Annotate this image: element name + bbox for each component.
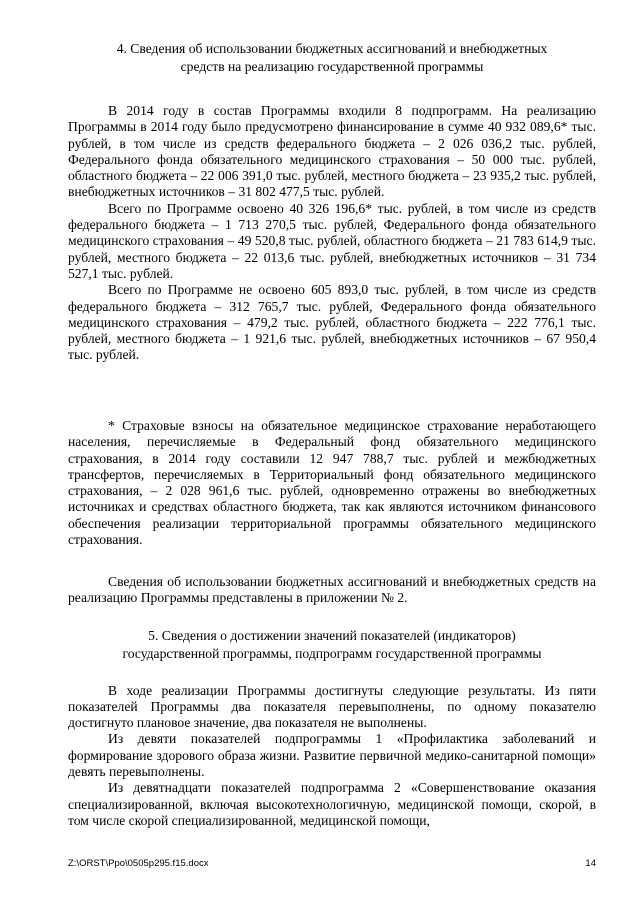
page-number: 14 [585,858,596,869]
footnote-text: * Страховые взносы на обязательное медицинское страхование неработающего населения, перечисляемые в Федеральный фонд обязательного медицинского страхования, в 2014 году составили 12 947 788,7 тыс. рублей и межбюджетных трансфертов, перечисляемых в Территориальный фонд обязательного медицинского страхования, – 2 028 961,6 тыс. рублей, одновременно отражены во внебюджетных источниках и средствах областного бюджета, так как являются источником финансового обеспечения реализации территориальной программы обязательного медицинского страхования. [68,418,596,548]
section-5-paragraph-1: В ходе реализации Программы достигнуты следующие результаты. Из пяти показателей Программы два показателя перевыполнены, по одному показателю достигнуто плановое значение, два показателя не выполнены. [68,682,596,731]
section-4-heading-line2: средств на реализацию государственной программы [180,59,484,74]
section-5-paragraph-3: Из девятнадцати показателей подпрограмма 2 «Совершенствование оказания специализированной, включая высокотехнологичную, медицинской помощи, скорой, в том числе скорой специализированной, медицинской помощи, [68,780,596,828]
section-4-paragraph-2: Всего по Программе освоено 40 326 196,6* тыс. рублей, в том числе из средств федерального бюджета – 1 713 270,5 тыс. рублей, Федерального фонда обязательного медицинского страхования – 49 520,8 тыс. рублей, областного бюджета – 21 783 614,9 тыс. рублей, местного бюджета – 22 013,6 тыс. рублей, внебюджетных источников – 31 734 527,1 тыс. рублей. [68,200,596,281]
file-path: Z:\ORST\Ppo\0505p295.f15.docx [68,858,209,869]
section-4 [68,40,596,364]
section-5-heading-line2: государственной программы, подпрограмм государственной программы [122,645,542,661]
appendix-note: Сведения об использовании бюджетных ассигнований и внебюджетных средств на реализацию Программы представлены в приложении № 2. [68,574,596,606]
page-footer [68,858,596,869]
section-4-paragraph-1: В 2014 году в состав Программы входили 8 подпрограмм. На реализацию Программы в 2014 году было предусмотрено финансирование в сумме 40 932 089,6* тыс. рублей, в том числе из средств федерального бюджета – 2 026 036,2 тыс. рублей, Федерального фонда обязательного медицинского страхования – 50 000 тыс. рублей, областного бюджета – 22 006 391,0 тыс. рублей, местного бюджета – 23 935,2 тыс. рублей, внебюджетных источников – 31 802 477,5 тыс. рублей. [68,103,596,200]
section-5-paragraph-2: Из девяти показателей подпрограммы 1 «Профилактика заболеваний и формирование здорового образа жизни. Развитие первичной медико-санитарной помощи» девять перевыполнены. [68,731,596,780]
section-5-heading-line1: 5. Сведения о достижении значений показателей (индикаторов) [148,627,516,643]
section-5-area [68,574,596,829]
section-4-paragraph-3: Всего по Программе не освоено 605 893,0 тыс. рублей, в том числе из средств федерального бюджета – 312 765,7 тыс. рублей, Федерального фонда обязательного медицинского страхования – 479,2 тыс. рублей, областного бюджета – 222 776,1 тыс. рублей, местного бюджета – 1 921,6 тыс. рублей, внебюджетных источников – 67 950,4 тыс. рублей. [68,282,596,363]
footnote [68,418,596,548]
section-4-heading-line1: 4. Сведения об использовании бюджетных ассигнований и внебюджетных [116,41,548,56]
